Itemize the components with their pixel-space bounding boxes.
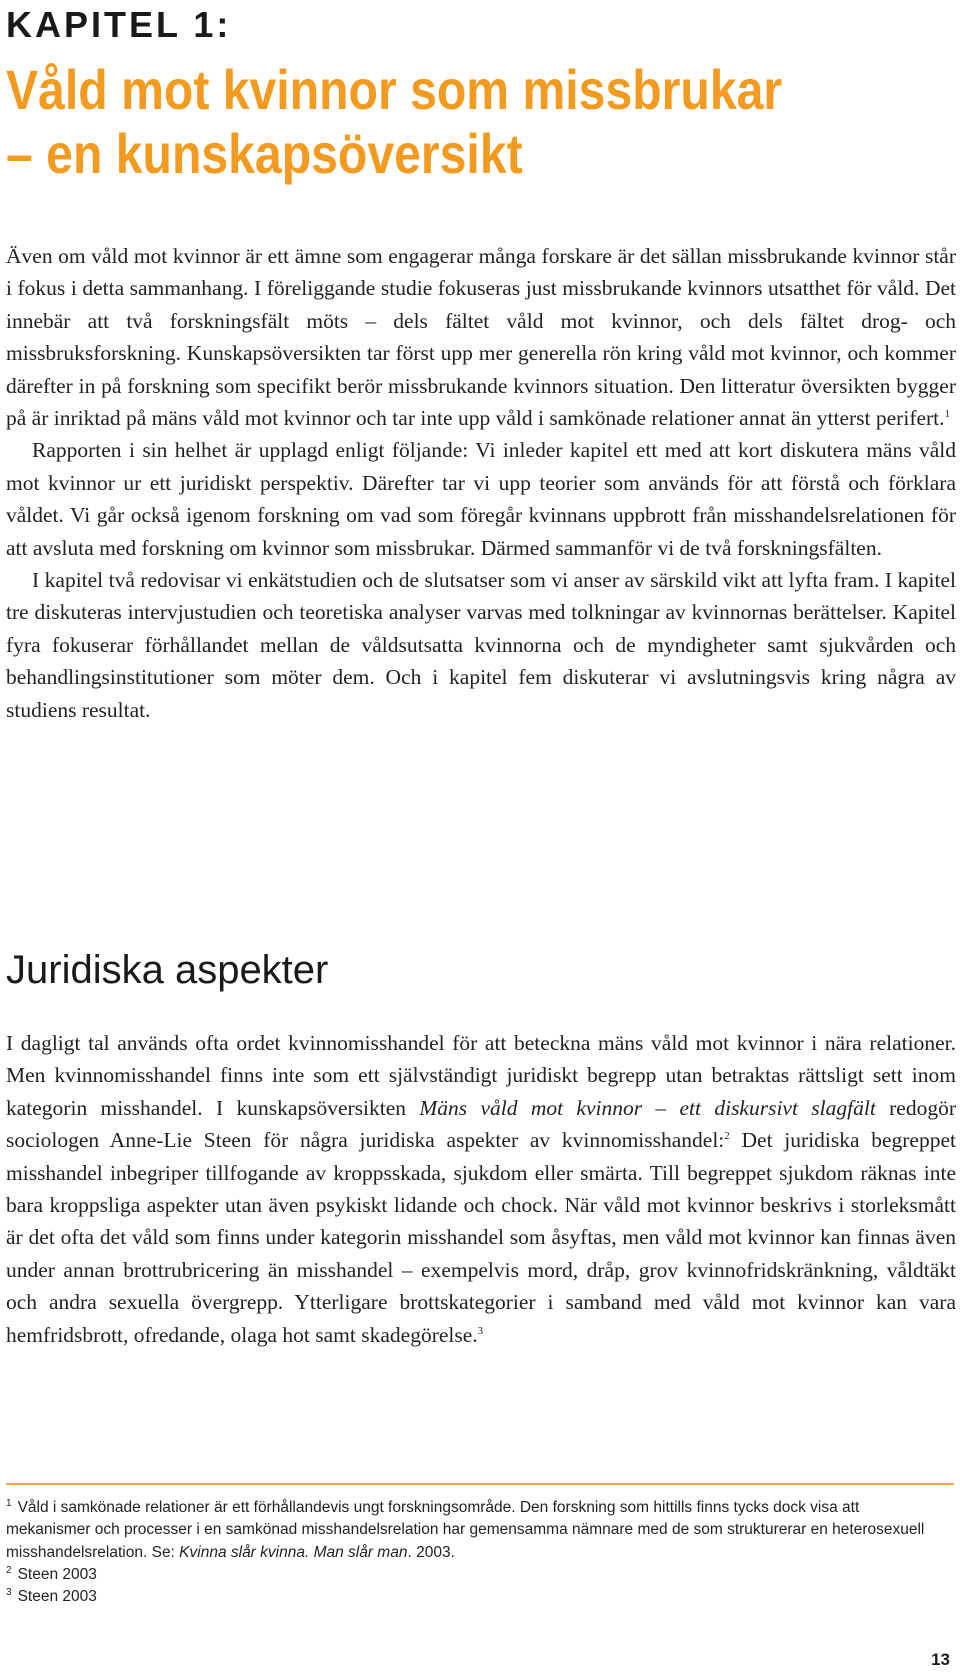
footnote-ref-1: 1 (944, 408, 951, 421)
chapter-title (6, 58, 814, 186)
footnote-3-text: Steen 2003 (17, 1588, 97, 1606)
footnotes (6, 1497, 946, 1608)
cited-work-title: Mäns våld mot kvinnor – ett diskursivt slagfält (419, 1095, 876, 1120)
footnote-ref-2: 2 (724, 1130, 730, 1143)
section-paragraph-1 (6, 1027, 956, 1351)
chapter-title-line-1: Våld mot kvinnor som missbrukar (6, 58, 783, 121)
footnote-1-number: 1 (6, 1498, 12, 1509)
chapter-title-line-2: – en kunskapsöversikt (6, 122, 523, 185)
intro-paragraph-2: Rapporten i sin helhet är upplagd enligt följande: Vi inleder kapitel ett med att kort diskutera mäns våld mot kvinnor ur ett juridiskt perspektiv. Därefter tar vi upp teorier som används för att förstå och förklara våldet. Vi går också igenom forskning om vad som föregår kvinnans uppbrott från misshandelsrelationen för att avsluta med forskning om kvinnor som missbrukar. Därmed sammanför vi de två forskningsfälten. (6, 438, 956, 560)
section-paragraph-1-start: I dagligt tal används ofta ordet kvinnomisshandel för att beteckna mäns våld mot kvinnor i nära relationer. Men kvinnomisshandel finns inte som ett självständigt juridiskt begrepp utan betraktas rättsligt sett inom kategorin misshandel. I kunskapsöversikten (6, 1031, 956, 1120)
footnote-1-tail: . 2003. (407, 1543, 455, 1561)
chapter-label: KAPITEL 1: (6, 4, 232, 45)
intro-paragraph-3: I kapitel två redovisar vi enkätstudien och de slutsatser som vi anser av särskild vikt att lyfta fram. I kapitel tre diskuteras intervjustudien och teoretiska analyser varvas med tolkningar av kvinnornas berättelser. Kapitel fyra fokuserar förhållandet mellan de våldsutsatta kvinnorna och de myndigheter samt sjukvården och behandlingsinstitutioner som möter dem. Och i kapitel fem diskuterar vi avslutningsvis kring några av studiens resultat. (6, 568, 956, 722)
intro-paragraph-1-text: Även om våld mot kvinnor är ett ämne som engagerar många forskare är det sällan missbrukande kvinnor står i fokus i detta sammanhang. I föreliggande studie fokuseras just missbrukande kvinnors utsatthet för våld. Det innebär att två forskningsfält möts – dels fältet våld mot kvinnor, och dels fältet drog- och missbruksforskning. Kunskapsöversikten tar först upp mer generella rön kring våld mot kvinnor, och kommer därefter in på forskning som specifikt berör missbrukande kvinnors situation. Den litteratur översikten bygger på är inriktad på mäns våld mot kvinnor och tar inte upp våld i samkönade relationer annat än ytterst perifert. (6, 244, 956, 431)
footnote-2 (6, 1564, 946, 1586)
intro-text (6, 240, 956, 726)
footnote-divider (6, 1483, 954, 1485)
footnote-1-text: Våld i samkönade relationer är ett förhållandevis ungt forskningsområde. Den forskning som hittills finns tycks dock visa att mekanismer och processer i en samkönad misshandelsrelation har gemensamma nämnare med de som strukturerar en heterosexuell misshandelsrelation. Se: (6, 1499, 925, 1561)
section-paragraph-1-end: Det juridiska begreppet misshandel inbegriper tillfogande av kroppsskada, sjukdom eller smärta. Till begreppet sjukdom räknas inte bara kroppsliga aspekter utan även psykiskt lidande och chock. När våld mot kvinnor beskrivs i storleksmått är det ofta det våld som finns under kategorin misshandel som åsyftas, men våld mot kvinnor kan finnas även under annan brottrubricering än misshandel – exempelvis mord, dråp, grov kvinnofridskränkning, våldtäkt och andra sexuella övergrepp. Ytterligare brottskategorier i samband med våld mot kvinnor kan vara hemfridsbrott, ofredande, olaga hot samt skadegörelse. (6, 1128, 956, 1347)
page-number: 13 (931, 1650, 950, 1669)
section-text (6, 1027, 956, 1351)
footnote-3 (6, 1586, 946, 1608)
footnote-ref-3: 3 (477, 1324, 484, 1337)
section-paragraph-1-mid: redogör sociologen Anne-Lie Steen för några juridiska aspekter av kvinnomisshandel: (6, 1095, 956, 1153)
section-heading: Juridiska aspekter (6, 948, 329, 992)
footnote-2-text: Steen 2003 (17, 1565, 97, 1583)
footnote-1-cited-title: Kvinna slår kvinna. Man slår man (179, 1543, 408, 1561)
footnote-3-number: 3 (6, 1587, 12, 1599)
intro-paragraph-1 (6, 240, 956, 434)
footnote-1 (6, 1497, 946, 1564)
footnote-2-number: 2 (6, 1564, 12, 1576)
